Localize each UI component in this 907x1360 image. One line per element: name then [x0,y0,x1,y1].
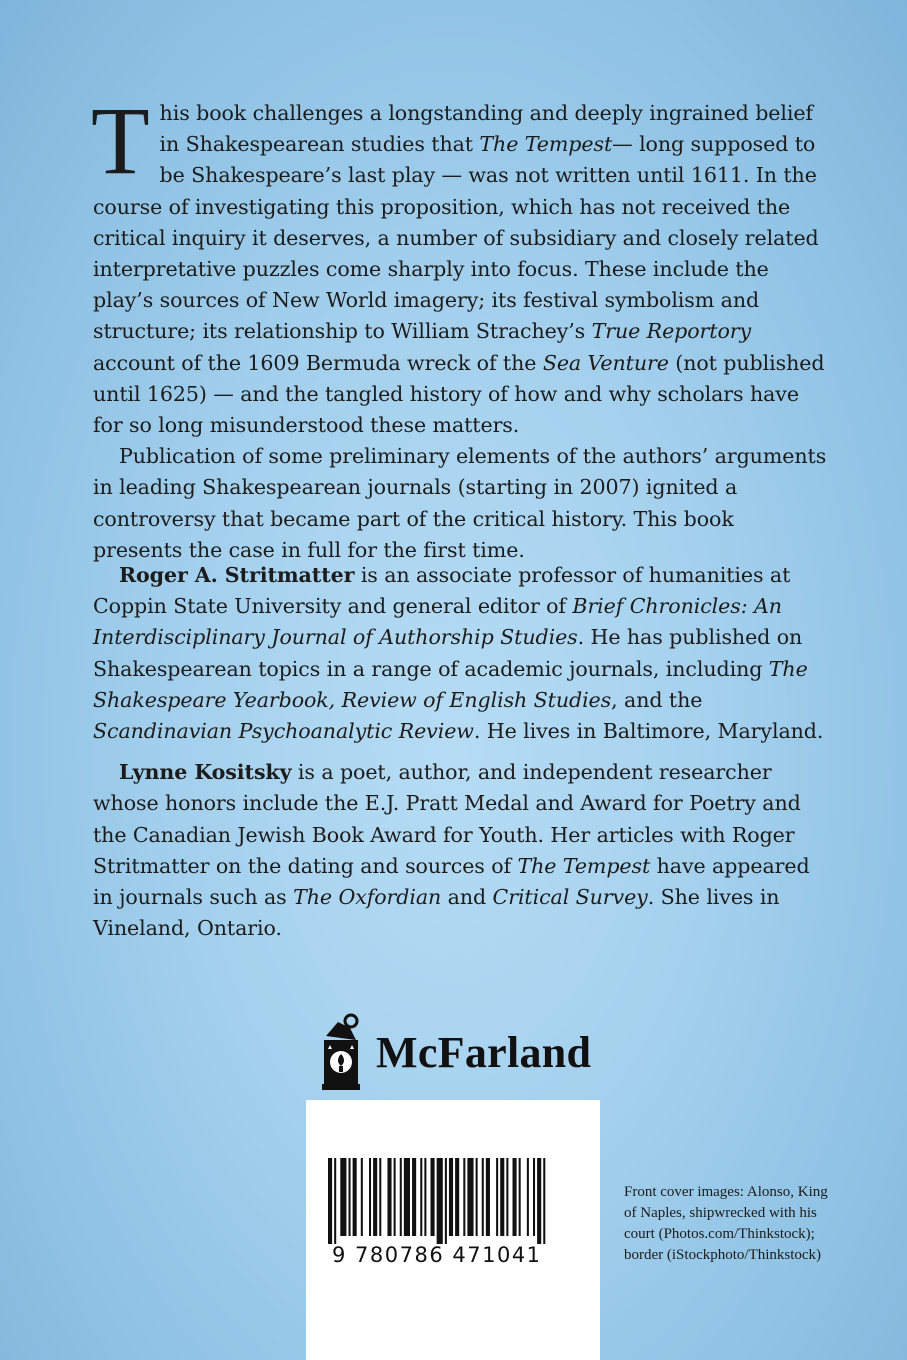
barcode-bar [537,1158,541,1244]
journal-title: Scandinavian Psychoanalytic Review [93,719,474,744]
blurb-text: (not published until 1625) — and the tangled history of how and why scholars have for so long misunderstood these matters. [93,350,825,438]
credit-line: border (iStockphoto/Thinkstock) [624,1247,822,1263]
barcode [306,1100,600,1360]
book-blurb [91,87,827,566]
barcode-bar [463,1158,465,1236]
blurb-text: — long supposed to be Shakespeare’s last play — was not written until 1611. In the course of investigating this proposition, which has not received the critical inquiry it deserves, a number of subsidiary and closely related interpretative puzzles come sharply into focus. These include the play’s sources of New World imagery; its festival symbolism and structure; its relationship to William Strachey’s [93,132,819,344]
barcode-bar [513,1158,517,1236]
bio-text: , and the [611,687,703,712]
barcode-bar [424,1158,426,1236]
barcode-bar [404,1158,410,1236]
barcode-bar [455,1158,459,1236]
barcode-bar [486,1158,490,1236]
barcode-bar [349,1158,351,1236]
barcode-bar [400,1158,402,1236]
bio-text: . He has published on Shakespearean topics in a range of academic journals, including [93,625,803,681]
barcode-bar [328,1158,332,1244]
bio-kositsky [93,757,827,944]
blurb-paragraph-2: Publication of some preliminary elements of the authors’ arguments in leading Shakespearean journals (starting in 2007) ignited a controversy that became part of the critical history. This book presents the case in full for the first time. [93,444,827,562]
credit-line: of Naples, shipwrecked with his [624,1205,817,1221]
blurb-text: account of the 1609 Bermuda wreck of the [93,350,543,375]
blurb-text: his book challenges a longstanding and deeply ingrained belief in Shakespearean studies that [159,101,813,157]
barcode-bar [420,1158,422,1236]
barcode-bars [328,1158,578,1244]
barcode-bar [369,1158,371,1236]
isbn-number: 9 780786 471041 [332,1243,542,1267]
barcode-bar [387,1158,391,1236]
bio-text: is an associate professor of humanities at Coppin State University and general editor of [93,563,791,619]
barcode-bar [500,1158,504,1236]
barcode-bar [467,1158,473,1236]
bio-text: have appeared in journals such as [93,853,810,910]
journal-title: The Oxfordian [293,885,442,910]
bio-text: and [441,885,493,910]
barcode-bar [353,1158,357,1236]
bio-text: . He lives in Baltimore, Maryland. [473,719,824,744]
barcode-bar [543,1158,545,1244]
bio-text: is a poet, author, and independent researcher whose honors include the E.J. Pratt Medal and Award for Poetry and the Canadian Jewish Book Award for Youth. Her articles with Roger Stritmatter on the dating and sources of [93,760,801,878]
title-the-tempest: The Tempest [479,132,613,157]
cover-image-credit [624,1182,854,1266]
barcode-bar [361,1158,363,1236]
barcode-bar [412,1158,416,1236]
author-name: Roger A. Stritmatter [119,563,355,587]
barcode-bar [437,1158,443,1244]
drop-cap: T [91,87,150,194]
bio-stritmatter [93,560,827,747]
barcode-bar [527,1158,529,1236]
author-name: Lynne Kositsky [119,760,292,785]
publisher-logo [318,1012,591,1092]
blurb-paragraph-1 [91,87,827,441]
journal-title: Brief Chronicles: An Interdisciplinary Journal of Authorship Studies [93,594,782,650]
barcode-bar [496,1158,498,1236]
barcode-bar [476,1158,478,1236]
credit-line: Front cover images: Alonso, King [624,1184,828,1200]
barcode-bar [445,1158,447,1244]
barcode-bar [373,1158,377,1236]
publisher-name: McFarland [376,1027,592,1077]
barcode-bar [449,1158,453,1236]
barcode-bar [379,1158,381,1236]
barcode-bar [482,1158,484,1236]
barcode-bar [340,1158,346,1236]
title-the-tempest: The Tempest [517,853,651,878]
credit-line: court (Photos.com/Thinkstock); [624,1226,815,1242]
author-bios [93,560,827,944]
title-sea-venture: Sea Venture [542,350,669,375]
barcode-bar [394,1158,396,1236]
bio-text: . She lives in Vineland, Ontario. [93,885,780,941]
barcode-bar [519,1158,521,1236]
journal-title: Critical Survey [492,885,648,910]
barcode-bar [431,1158,435,1236]
lantern-icon [318,1012,364,1092]
barcode-bar [506,1158,508,1236]
title-true-reportory: True Reportory [591,319,752,344]
barcode-bar [334,1158,336,1244]
barcode-bar [533,1158,535,1236]
journal-title: The Shakespeare Yearbook, Review of English Studies [93,656,808,712]
